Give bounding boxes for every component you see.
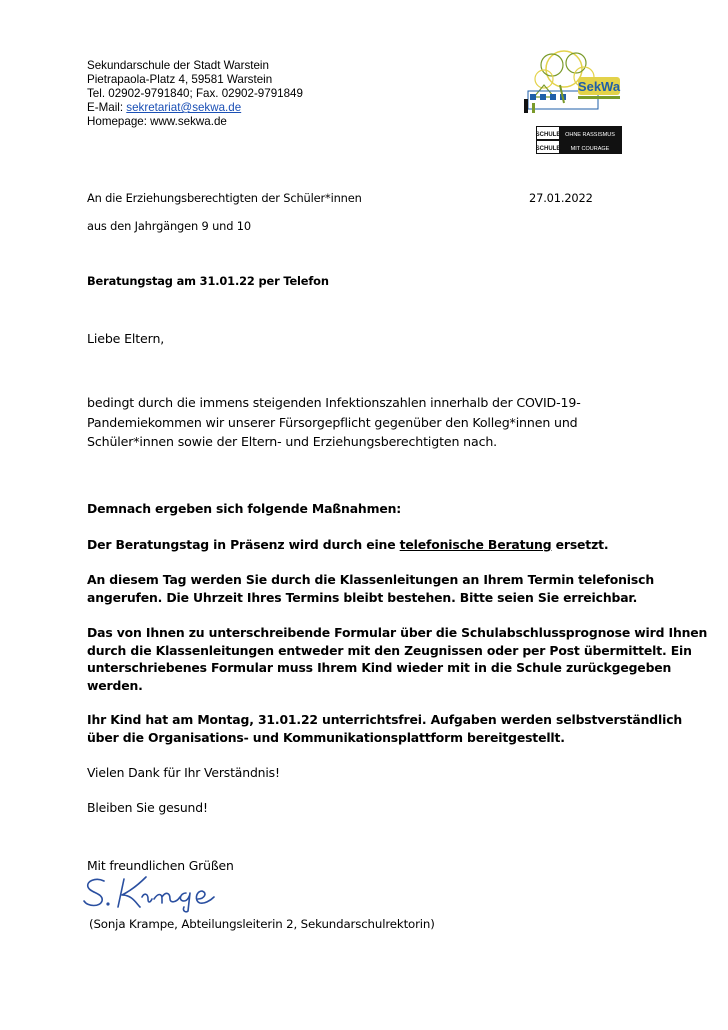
measures-paragraph-3 [87, 624, 707, 694]
badge-row1-right: OHNE RASSISMUS [565, 132, 615, 138]
badge-row1-left: SCHULE [535, 132, 561, 138]
intro-paragraph [87, 393, 581, 452]
school-homepage: Homepage: www.sekwa.de [87, 115, 227, 128]
sender-address-block [87, 59, 303, 129]
paragraph-line: Ihr Kind hat am Montag, 31.01.22 unterrichtsfrei. Aufgaben werden selbstverständlich [87, 712, 683, 727]
signature-graphic [82, 873, 252, 913]
intro-line: Pandemiekommen wir unserer Fürsorgepflicht gegenüber den Kolleg*innen und [87, 414, 578, 430]
school-address: Pietrapaola-Platz 4, 59581 Warstein [87, 73, 273, 86]
p1-underlined-text: telefonische Beratung [399, 537, 552, 552]
intro-line: Schüler*innen sowie der Eltern- und Erziehungsberechtigten nach. [87, 434, 498, 449]
letter-subject: Beratungstag am 31.01.22 per Telefon [87, 274, 329, 288]
recipient-line-1: An die Erziehungsberechtigten der Schüler*innen [87, 191, 362, 205]
measures-heading: Demnach ergeben sich folgende Maßnahmen: [87, 501, 402, 516]
letter-date: 27.01.2022 [529, 191, 593, 205]
measures-paragraph-1 [87, 536, 608, 553]
paragraph-line: werden. [87, 677, 143, 693]
email-label: E-Mail: [87, 101, 127, 114]
badge-row2-left: SCHULE [535, 146, 561, 152]
paragraph-line: An diesem Tag werden Sie durch die Klassenleitungen an Ihrem Termin telefonisch [87, 572, 654, 587]
intro-line: bedingt durch die immens steigenden Infektionszahlen innerhalb der COVID-19- [87, 395, 581, 410]
salutation: Liebe Eltern, [87, 331, 165, 346]
paragraph-line: unterschriebenes Formular muss Ihrem Kind wieder mit in die Schule zurückgegeben [87, 660, 672, 676]
badge-row2-right: MIT COURAGE [570, 146, 610, 152]
thanks-line: Vielen Dank für Ihr Verständnis! [87, 765, 280, 780]
paragraph-line: Das von Ihnen zu unterschreibende Formular über die Schulabschlussprognose wird Ihnen [87, 625, 708, 640]
school-name: Sekundarschule der Stadt Warstein [87, 59, 269, 72]
handwritten-signature [82, 873, 252, 913]
p1-text-before: Der Beratungstag in Präsenz wird durch eine [87, 537, 400, 552]
signature-name: (Sonja Krampe, Abteilungsleiterin 2, Sekundarschulrektorin) [89, 917, 435, 931]
measures-paragraph-2 [87, 571, 654, 606]
email-link[interactable]: sekretariat@sekwa.de [126, 101, 242, 114]
paragraph-line: über die Organisations- und Kommunikationsplattform bereitgestellt. [87, 729, 565, 745]
logo-brand-text: SekWa [577, 79, 621, 94]
school-logo [520, 47, 624, 155]
closing-greeting: Mit freundlichen Grüßen [87, 858, 234, 873]
measures-paragraph-4 [87, 711, 682, 746]
p1-text-after: ersetzt. [551, 537, 609, 552]
sekwa-logo-graphic [520, 47, 624, 155]
stay-healthy-line: Bleiben Sie gesund! [87, 800, 208, 815]
recipient-line-2: aus den Jahrgängen 9 und 10 [87, 219, 251, 233]
school-email-line [87, 101, 303, 115]
school-phone-fax: Tel. 02902-9791840; Fax. 02902-9791849 [87, 87, 303, 100]
paragraph-line: angerufen. Die Uhrzeit Ihres Termins bleibt bestehen. Bitte seien Sie erreichbar. [87, 589, 638, 605]
paragraph-line: durch die Klassenleitungen entweder mit den Zeugnissen oder per Post übermittelt. Ein [87, 642, 692, 658]
